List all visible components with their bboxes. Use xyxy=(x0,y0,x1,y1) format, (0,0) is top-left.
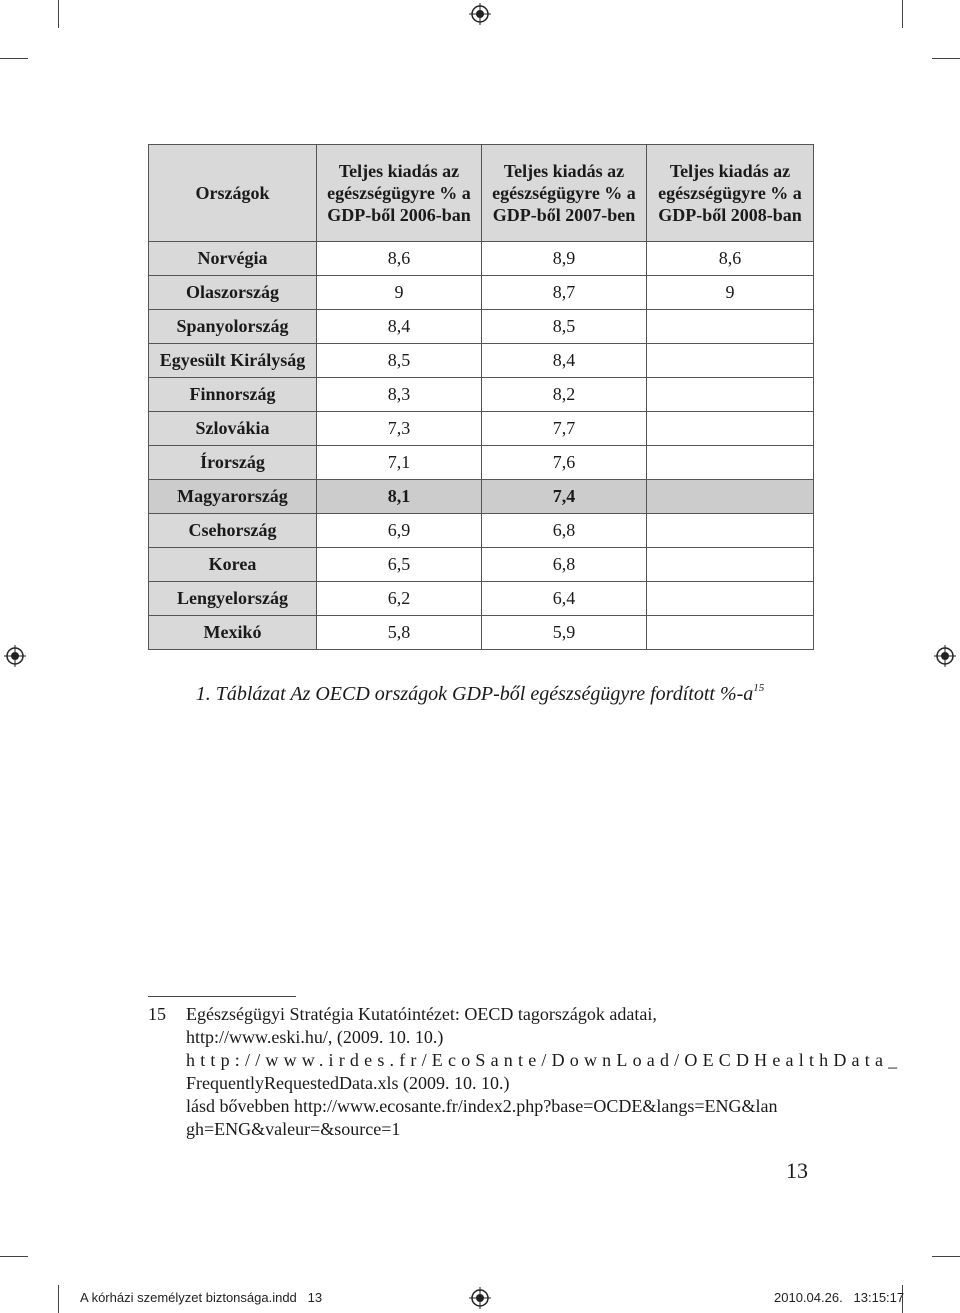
country-cell: Olaszország xyxy=(149,276,317,310)
print-slug-filename: A kórházi személyzet biztonsága.indd 13 xyxy=(80,1290,323,1305)
footnote-line: FrequentlyRequestedData.xls (2009. 10. 10.) xyxy=(186,1073,510,1093)
value-2006-cell: 9 xyxy=(317,276,482,310)
table-row-highlighted xyxy=(149,480,814,514)
value-2007-cell: 7,7 xyxy=(482,412,647,446)
crosshair-target-icon xyxy=(469,1287,491,1309)
footnote xyxy=(148,1003,903,1141)
value-2007-cell: 6,8 xyxy=(482,514,647,548)
value-2007-cell: 8,5 xyxy=(482,310,647,344)
value-2008-cell xyxy=(647,514,814,548)
value-2007-cell: 8,2 xyxy=(482,378,647,412)
value-2008-cell xyxy=(647,446,814,480)
country-cell: Írország xyxy=(149,446,317,480)
value-2007-cell: 5,9 xyxy=(482,616,647,650)
value-2007-cell: 8,7 xyxy=(482,276,647,310)
country-cell: Lengyelország xyxy=(149,582,317,616)
value-2008-cell xyxy=(647,480,814,514)
crop-mark-left-bottom xyxy=(0,1256,28,1257)
value-2006-cell: 7,1 xyxy=(317,446,482,480)
table-row xyxy=(149,582,814,616)
value-2006-cell: 8,3 xyxy=(317,378,482,412)
value-2006-cell: 6,9 xyxy=(317,514,482,548)
crop-mark-top-right xyxy=(902,0,903,28)
table-row xyxy=(149,276,814,310)
value-2008-cell xyxy=(647,582,814,616)
value-2008-cell xyxy=(647,412,814,446)
value-2006-cell: 8,5 xyxy=(317,344,482,378)
header-2007: Teljes kiadás az egészségügyre % a GDP-ből 2007-ben xyxy=(482,145,647,242)
header-2006: Teljes kiadás az egészségügyre % a GDP-ből 2006-ban xyxy=(317,145,482,242)
footnote-link: http://www.irdes.fr/EcoSante/DownLoad/OECDHealthData_ xyxy=(186,1050,903,1070)
country-cell: Magyarország xyxy=(149,480,317,514)
country-cell: Spanyolország xyxy=(149,310,317,344)
country-cell: Finnország xyxy=(149,378,317,412)
table-row xyxy=(149,378,814,412)
value-2006-cell: 8,1 xyxy=(317,480,482,514)
crop-mark-bottom-left xyxy=(58,1285,59,1313)
table-header-row xyxy=(149,145,814,242)
footnote-line: gh=ENG&valeur=&source=1 xyxy=(186,1119,401,1139)
table-row xyxy=(149,412,814,446)
country-cell: Szlovákia xyxy=(149,412,317,446)
value-2007-cell: 7,6 xyxy=(482,446,647,480)
table-row xyxy=(149,514,814,548)
table-body xyxy=(149,242,814,650)
table-row xyxy=(149,548,814,582)
table-row xyxy=(149,616,814,650)
footnote-line: Egészségügyi Stratégia Kutatóintézet: OECD tagországok adatai, xyxy=(186,1004,657,1024)
country-cell: Egyesült Királyság xyxy=(149,344,317,378)
value-2006-cell: 7,3 xyxy=(317,412,482,446)
oecd-health-spending-table xyxy=(148,144,814,650)
value-2008-cell xyxy=(647,310,814,344)
footnote-link: lásd bővebben http://www.ecosante.fr/index2.php?base=OCDE&langs=ENG&lan xyxy=(186,1096,778,1116)
table-caption xyxy=(0,682,960,706)
value-2006-cell: 8,4 xyxy=(317,310,482,344)
value-2008-cell xyxy=(647,378,814,412)
crop-mark-left-top xyxy=(0,58,28,59)
footnote-divider xyxy=(148,996,296,997)
header-2008: Teljes kiadás az egészségügyre % a GDP-ből 2008-ban xyxy=(647,145,814,242)
footnote-number: 15 xyxy=(148,1004,166,1024)
value-2008-cell: 8,6 xyxy=(647,242,814,276)
value-2007-cell: 8,9 xyxy=(482,242,647,276)
print-slug-timestamp: 2010.04.26. 13:15:17 xyxy=(774,1290,905,1305)
footnote-reference: 15 xyxy=(753,682,765,694)
value-2007-cell: 6,4 xyxy=(482,582,647,616)
page-number: 13 xyxy=(786,1158,808,1183)
value-2006-cell: 6,5 xyxy=(317,548,482,582)
country-cell: Korea xyxy=(149,548,317,582)
table-row xyxy=(149,344,814,378)
crop-mark-right-bottom xyxy=(932,1256,960,1257)
crosshair-target-icon xyxy=(4,645,26,667)
footnote-link: http://www.eski.hu/, (2009. 10. 10.) xyxy=(186,1027,444,1047)
value-2008-cell xyxy=(647,344,814,378)
value-2008-cell: 9 xyxy=(647,276,814,310)
country-cell: Mexikó xyxy=(149,616,317,650)
value-2006-cell: 5,8 xyxy=(317,616,482,650)
value-2007-cell: 6,8 xyxy=(482,548,647,582)
country-cell: Csehország xyxy=(149,514,317,548)
value-2007-cell: 8,4 xyxy=(482,344,647,378)
country-cell: Norvégia xyxy=(149,242,317,276)
table-row xyxy=(149,310,814,344)
header-countries: Országok xyxy=(149,145,317,242)
table-row xyxy=(149,446,814,480)
crosshair-target-icon xyxy=(934,645,956,667)
value-2007-cell: 7,4 xyxy=(482,480,647,514)
value-2006-cell: 6,2 xyxy=(317,582,482,616)
crosshair-target-icon xyxy=(469,3,491,25)
value-2006-cell: 8,6 xyxy=(317,242,482,276)
table-row xyxy=(149,242,814,276)
crop-mark-right-top xyxy=(932,58,960,59)
caption-text: 1. Táblázat Az OECD országok GDP-ből egészségügyre fordított %-a xyxy=(195,683,754,705)
value-2008-cell xyxy=(647,616,814,650)
value-2008-cell xyxy=(647,548,814,582)
crop-mark-top-left xyxy=(58,0,59,28)
